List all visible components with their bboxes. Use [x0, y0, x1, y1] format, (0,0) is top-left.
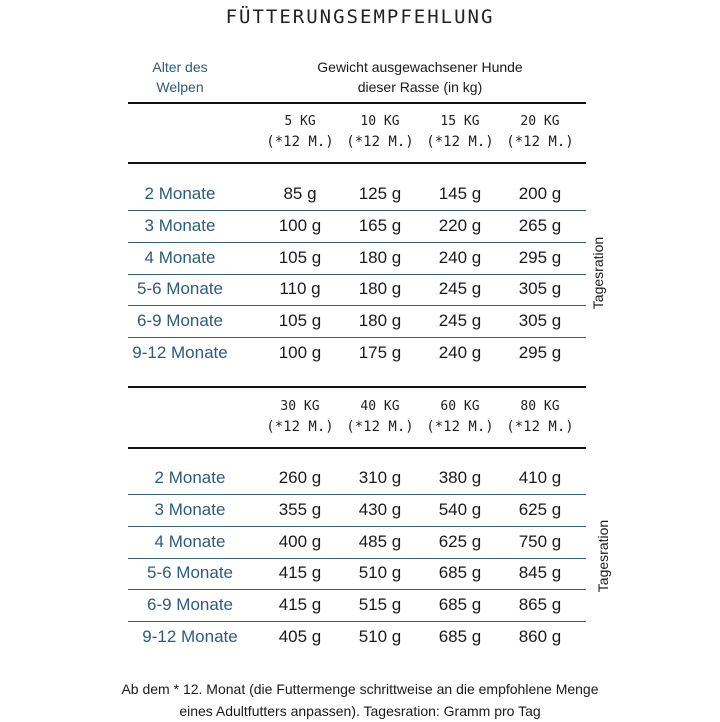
table-cell: 685 g — [438, 595, 482, 615]
table-cell: 400 g — [278, 531, 322, 551]
column-weight: 40 KG — [360, 399, 400, 414]
row-divider — [128, 494, 586, 495]
table-cell: 845 g — [518, 563, 562, 583]
column-header — [260, 112, 340, 152]
column-weight: 60 KG — [440, 399, 480, 414]
weight-header-line2: dieser Rasse (in kg) — [357, 79, 483, 95]
age-header — [120, 57, 240, 97]
row-age-label: 4 Monate — [154, 531, 226, 551]
column-header — [340, 112, 420, 152]
column-weight: 10 KG — [360, 114, 400, 129]
column-weight: 30 KG — [280, 399, 320, 414]
table-cell: 415 g — [278, 595, 322, 615]
row-age-label: 6-9 Monate — [147, 595, 233, 615]
row-divider — [128, 274, 586, 275]
table-cell: 865 g — [518, 595, 562, 615]
column-note: (*12 M.) — [506, 134, 574, 150]
column-weight: 15 KG — [440, 114, 480, 129]
table-cell: 180 g — [358, 279, 402, 299]
column-header — [500, 112, 580, 152]
table-cell: 180 g — [358, 247, 402, 267]
table-cell: 305 g — [518, 311, 562, 331]
table-cell: 295 g — [518, 247, 562, 267]
row-age-label: 4 Monate — [144, 247, 216, 267]
column-header — [420, 397, 500, 437]
row-age-label: 5-6 Monate — [147, 563, 233, 583]
row-divider — [128, 558, 586, 559]
row-age-label: 9-12 Monate — [132, 343, 228, 362]
table-cell: 625 g — [438, 531, 482, 551]
table-cell: 380 g — [438, 468, 482, 487]
column-header — [500, 397, 580, 437]
row-divider — [128, 621, 586, 622]
row-divider — [128, 210, 586, 211]
table-cell: 105 g — [278, 311, 322, 331]
table-cell: 240 g — [438, 343, 482, 362]
column-note: (*12 M.) — [346, 134, 414, 150]
column-note: (*12 M.) — [346, 419, 414, 435]
side-label-table2: Tagesration — [595, 519, 611, 593]
row-age-label: 2 Monate — [154, 468, 226, 487]
side-label-table1: Tagesration — [590, 236, 606, 310]
table-cell: 410 g — [518, 468, 562, 487]
table-cell: 510 g — [358, 563, 402, 583]
table-cell: 415 g — [278, 563, 322, 583]
table-cell: 405 g — [278, 627, 322, 646]
row-divider — [128, 526, 586, 527]
table-cell: 165 g — [358, 215, 402, 235]
table1-header-rule — [128, 162, 586, 164]
row-divider — [128, 242, 586, 243]
weight-header-line1: Gewicht ausgewachsener Hunde — [317, 59, 523, 75]
column-note: (*12 M.) — [266, 419, 334, 435]
footnote — [0, 678, 720, 722]
column-weight: 20 KG — [520, 114, 560, 129]
table-cell: 265 g — [518, 215, 562, 235]
table2-header-rule — [128, 447, 586, 449]
row-divider — [128, 589, 586, 590]
row-age-label: 9-12 Monate — [142, 627, 238, 646]
column-weight: 5 KG — [284, 114, 316, 129]
table-cell: 145 g — [438, 184, 482, 203]
column-weight: 80 KG — [520, 399, 560, 414]
row-divider — [128, 305, 586, 306]
table-cell: 125 g — [358, 184, 402, 203]
table-cell: 685 g — [438, 563, 482, 583]
footnote-line1: Ab dem * 12. Monat (die Futtermenge schrittweise an die empfohlene Menge — [121, 681, 599, 697]
table-cell: 245 g — [438, 279, 482, 299]
table-separator-rule — [128, 386, 586, 388]
table-cell: 175 g — [358, 343, 402, 362]
row-age-label: 6-9 Monate — [137, 311, 223, 331]
table-cell: 240 g — [438, 247, 482, 267]
table-cell: 510 g — [358, 627, 402, 646]
page-title: FÜTTERUNGSEMPFEHLUNG — [225, 6, 495, 28]
row-age-label: 2 Monate — [144, 184, 216, 203]
footnote-line2: eines Adultfutters anpassen). Tagesration: Gramm pro Tag — [179, 703, 541, 719]
row-age-label: 3 Monate — [154, 499, 226, 519]
table-cell: 260 g — [278, 468, 322, 487]
table-cell: 860 g — [518, 627, 562, 646]
table-cell: 750 g — [518, 531, 562, 551]
table-cell: 485 g — [358, 531, 402, 551]
table-cell: 245 g — [438, 311, 482, 331]
table-cell: 200 g — [518, 184, 562, 203]
table-cell: 625 g — [518, 499, 562, 519]
table-cell: 430 g — [358, 499, 402, 519]
table-cell: 180 g — [358, 311, 402, 331]
column-note: (*12 M.) — [506, 419, 574, 435]
column-note: (*12 M.) — [426, 134, 494, 150]
row-divider — [128, 337, 586, 338]
column-header — [260, 397, 340, 437]
column-header — [420, 112, 500, 152]
table-cell: 540 g — [438, 499, 482, 519]
table-cell: 310 g — [358, 468, 402, 487]
table-cell: 100 g — [278, 343, 322, 362]
column-header — [340, 397, 420, 437]
column-note: (*12 M.) — [266, 134, 334, 150]
weight-header — [270, 57, 570, 97]
table-cell: 100 g — [278, 215, 322, 235]
table-cell: 220 g — [438, 215, 482, 235]
age-header-text: Alter des Welpen — [152, 59, 208, 95]
table-cell: 305 g — [518, 279, 562, 299]
header-rule — [128, 102, 586, 104]
table-cell: 85 g — [283, 184, 317, 203]
table-cell: 110 g — [279, 279, 321, 299]
row-age-label: 3 Monate — [144, 215, 216, 235]
table-cell: 105 g — [278, 247, 322, 267]
table-cell: 515 g — [358, 595, 402, 615]
table-cell: 295 g — [518, 343, 562, 362]
row-age-label: 5-6 Monate — [137, 279, 223, 299]
table-cell: 355 g — [278, 499, 322, 519]
table-cell: 685 g — [438, 627, 482, 646]
column-note: (*12 M.) — [426, 419, 494, 435]
